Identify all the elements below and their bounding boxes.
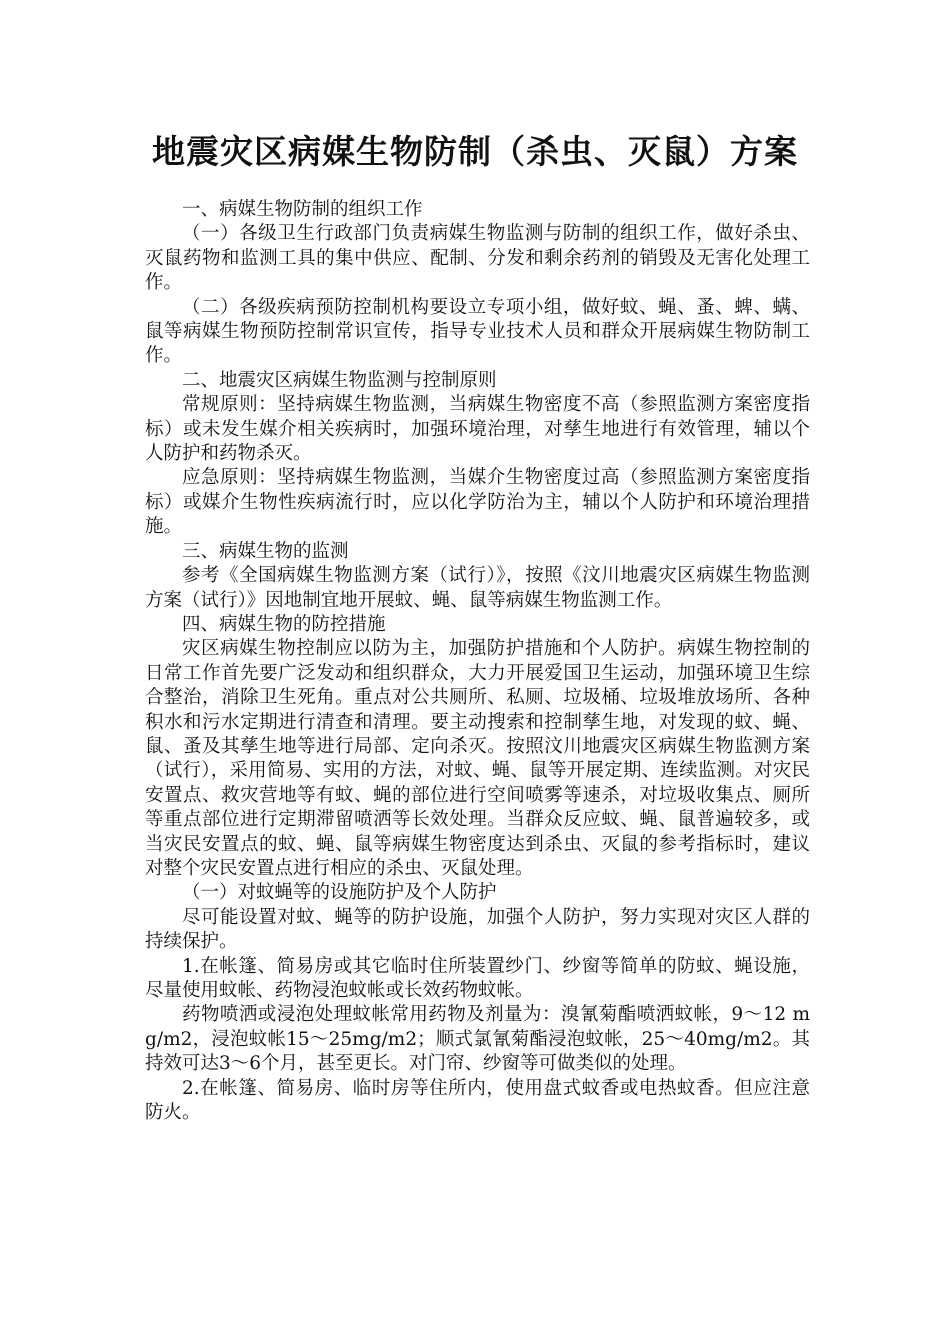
- paragraph-organization-2: （二）各级疾病预防控制机构要设立专项小组，做好蚊、蝇、蚤、蜱、螨、鼠等病媒生物预防控制常识宣传，指导专业技术人员和群众开展病媒生物防制工作。: [145, 296, 810, 367]
- paragraph-organization-1: （一）各级卫生行政部门负责病媒生物监测与防制的组织工作，做好杀虫、灭鼠药物和监测工具的集中供应、配制、分发和剩余药剂的销毁及无害化处理工作。: [145, 223, 810, 294]
- paragraph-item-1: 1.在帐篷、简易房或其它临时住所装置纱门、纱窗等简单的防蚊、蝇设施，尽量使用蚊帐、药物浸泡蚊帐或长效药物蚊帐。: [145, 955, 810, 1001]
- paragraph-emergency-principle: 应急原则：坚持病媒生物监测，当媒介生物密度过高（参照监测方案密度指标）或媒介生物性疾病流行时，应以化学防治为主，辅以个人防护和环境治理措施。: [145, 467, 810, 538]
- document-body: [145, 198, 810, 1125]
- section-heading-control-measures: 四、病媒生物的防控措施: [182, 613, 386, 635]
- paragraph-control-measures: 灾区病媒生物控制应以防为主，加强防护措施和个人防护。病媒生物控制的日常工作首先要广泛发动和组织群众，大力开展爱国卫生运动，加强环境卫生综合整治，消除卫生死角。重点对公共厕所、私厕、垃圾桶、垃圾堆放场所、各种积水和污水定期进行清查和清理。要主动搜索和控制孳生地，对发现的蚊、蝇、鼠、蚤及其孳生地等进行局部、定向杀灭。按照汶川地震灾区病媒生物监测方案（试行），采用简易、实用的方法，对蚊、蝇、鼠等开展定期、连续监测。对灾民安置点、救灾营地等有蚊、蝇的部位进行空间喷雾等速杀，对垃圾收集点、厕所等重点部位进行定期滞留喷洒等长效处理。当群众反应蚊、蝇、鼠普遍较多，或当灾民安置点的蚊、蝇、鼠等病媒生物密度达到杀虫、灭鼠的参考指标时，建议对整个灾民安置点进行相应的杀虫、灭鼠处理。: [145, 638, 810, 879]
- section-heading-principles: 二、地震灾区病媒生物监测与控制原则: [182, 369, 497, 391]
- paragraph-routine-principle: 常规原则：坚持病媒生物监测，当病媒生物密度不高（参照监测方案密度指标）或未发生媒介相关疾病时，加强环境治理，对孳生地进行有效管理，辅以个人防护和药物杀灭。: [145, 394, 810, 465]
- paragraph-item-2: 2.在帐篷、简易房、临时房等住所内，使用盘式蚊香或电热蚊香。但应注意防火。: [145, 1077, 810, 1124]
- section-heading-monitoring: 三、病媒生物的监测: [182, 540, 349, 562]
- section-heading-organization: 一、病媒生物防制的组织工作: [182, 199, 423, 220]
- paragraph-dosage: 药物喷洒或浸泡处理蚊帐常用药物及剂量为：溴氰菊酯喷洒蚊帐，9～12 mg/m2，浸泡蚊帐15～25mg/m2；顺式氯氰菊酯浸泡蚊帐，25～40mg/m2。其持效可达3～6个月，甚至更长。对门帘、纱窗等可做类似的处理。: [145, 1004, 810, 1075]
- subsection-heading-protection: （一）对蚊蝇等的设施防护及个人防护: [182, 882, 497, 904]
- paragraph-monitoring: 参考《全国病媒生物监测方案（试行）》，按照《汶川地震灾区病媒生物监测方案（试行）》因地制宜地开展蚊、蝇、鼠等病媒生物监测工作。: [145, 565, 810, 611]
- document-title: 地震灾区病媒生物防制（杀虫、灭鼠）方案: [152, 132, 798, 171]
- paragraph-protection: 尽可能设置对蚊、蝇等的防护设施，加强个人防护，努力实现对灾区人群的持续保护。: [145, 906, 810, 953]
